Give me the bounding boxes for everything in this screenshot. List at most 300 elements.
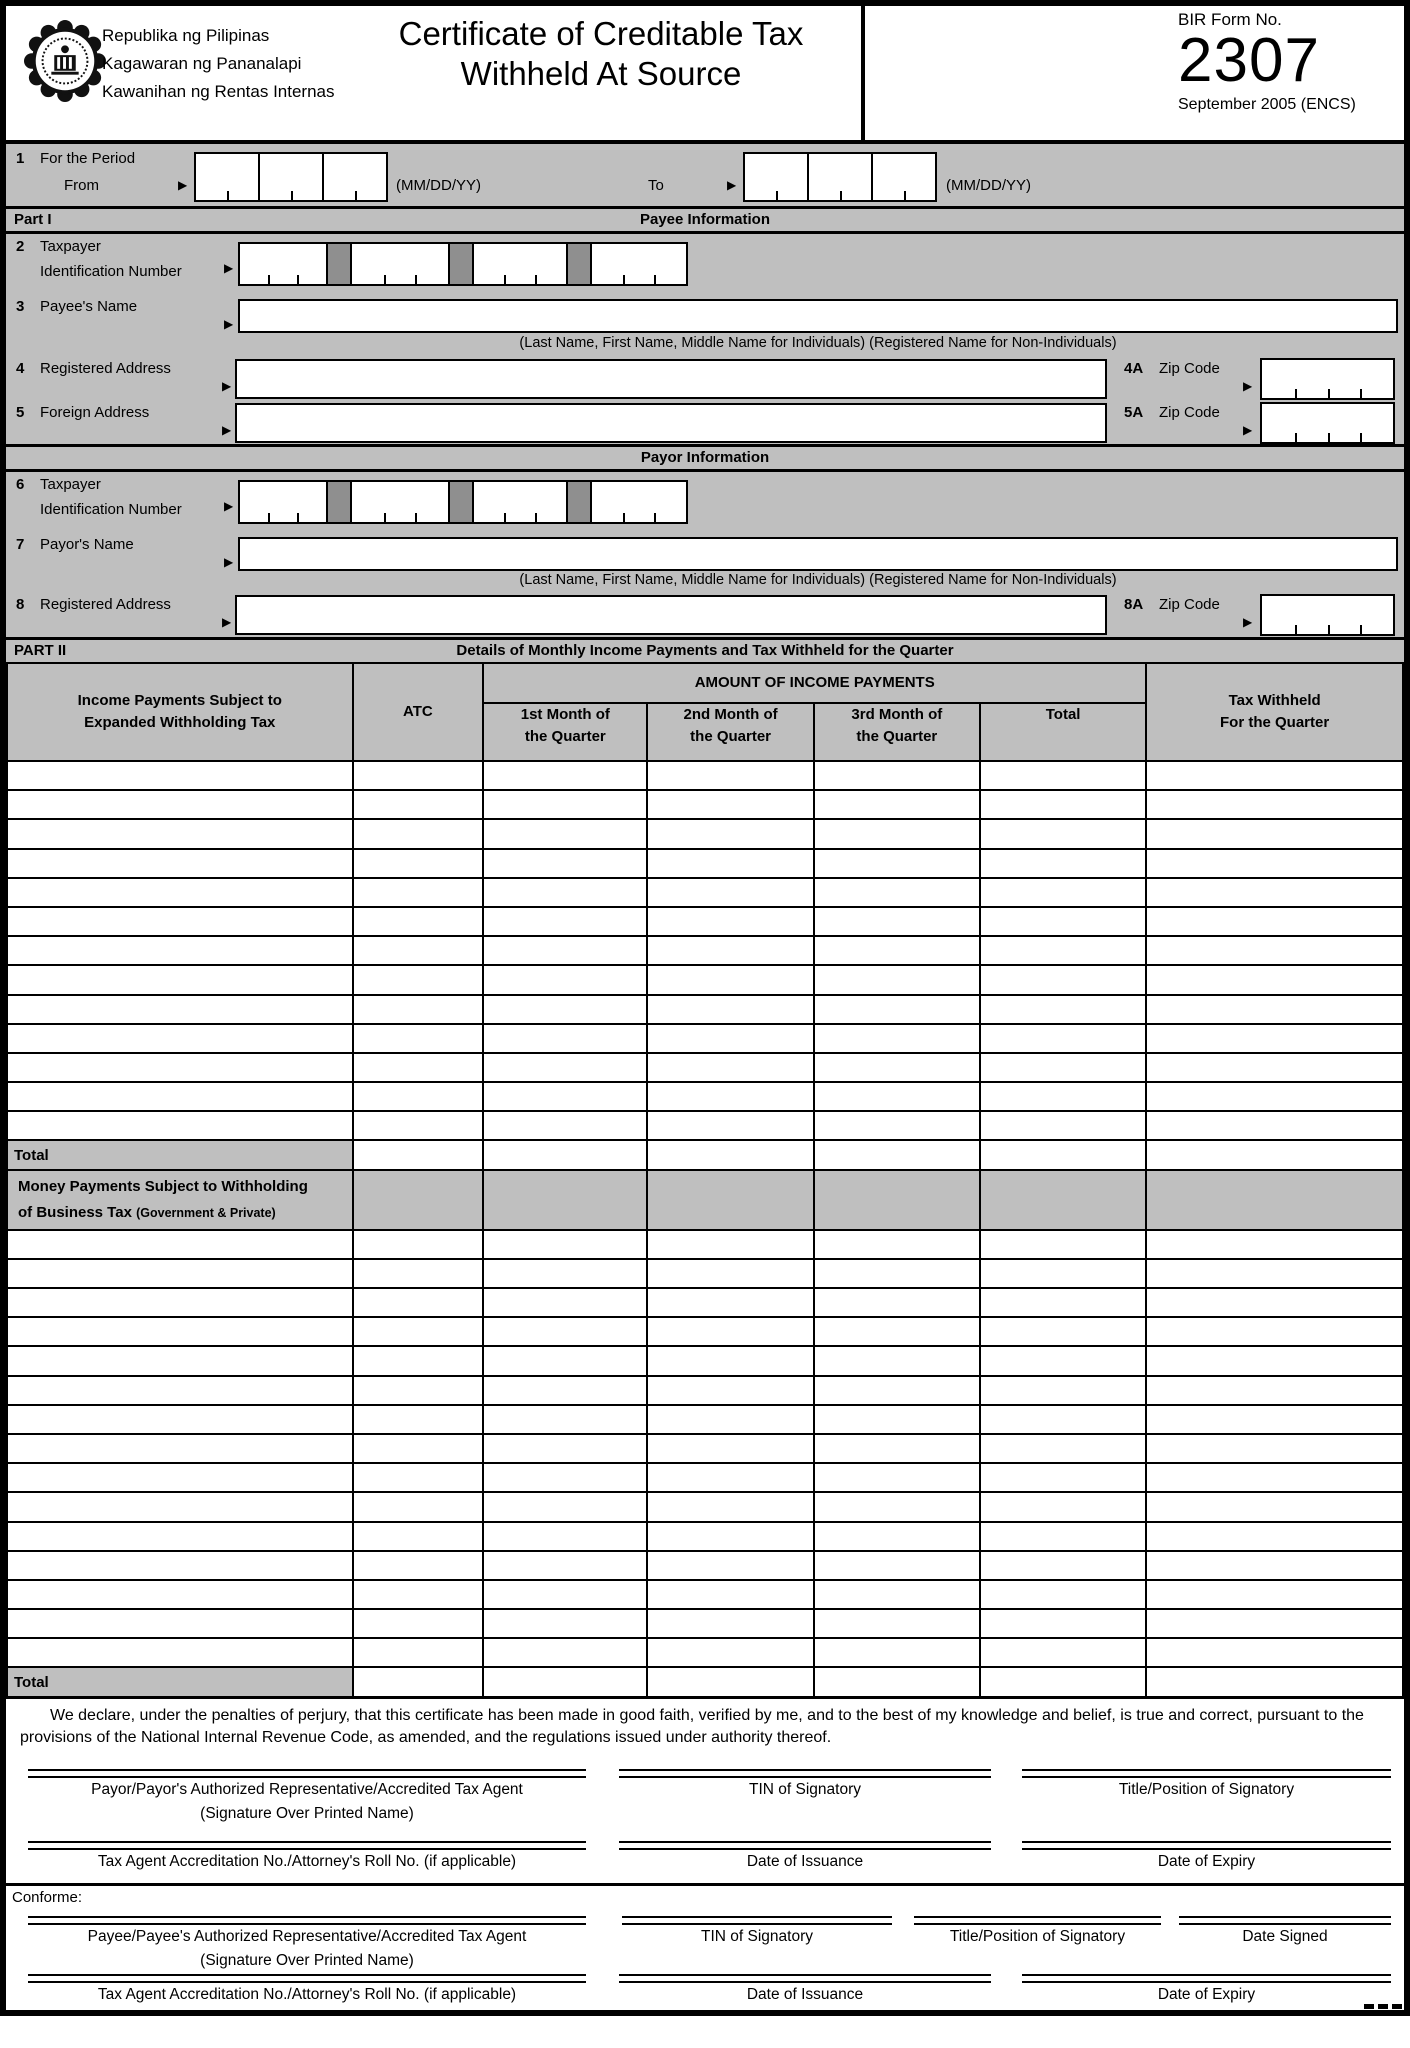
table-cell[interactable]	[353, 1609, 484, 1638]
item-number-7: 7	[16, 536, 25, 553]
to-date-format: (MM/DD/YY)	[946, 177, 1031, 194]
total-value-cell[interactable]	[1146, 1140, 1403, 1169]
table-cell[interactable]	[7, 1230, 353, 1259]
table-cell[interactable]	[647, 965, 813, 994]
table-row	[7, 1522, 1403, 1551]
table-cell[interactable]	[353, 761, 484, 790]
table-cell[interactable]	[7, 790, 353, 819]
table-cell[interactable]	[483, 907, 647, 936]
table-cell[interactable]	[483, 1082, 647, 1111]
table-cell[interactable]	[814, 1551, 980, 1580]
table-cell[interactable]	[483, 1259, 647, 1288]
table-cell[interactable]	[353, 1259, 484, 1288]
table-cell[interactable]	[647, 1609, 813, 1638]
table-cell[interactable]	[483, 761, 647, 790]
table-cell[interactable]	[647, 1405, 813, 1434]
table-cell[interactable]	[814, 1024, 980, 1053]
payor-name-input[interactable]	[238, 537, 1398, 571]
table-cell[interactable]	[1146, 849, 1403, 878]
table-cell[interactable]	[1146, 1111, 1403, 1140]
col-header-amount-group: AMOUNT OF INCOME PAYMENTS	[483, 663, 1146, 703]
payee-date-expiry-label: Date of Expiry	[1157, 1985, 1256, 2003]
signature-line	[619, 1841, 991, 1850]
payee-date-issuance-field[interactable]	[619, 1974, 991, 2007]
payor-signature-row	[6, 1759, 1404, 1837]
table-cell[interactable]	[980, 907, 1146, 936]
table-cell[interactable]	[353, 1522, 484, 1551]
part2-table-body	[7, 761, 1403, 1697]
payor-accreditation-row	[6, 1837, 1404, 1883]
table-cell[interactable]	[1146, 819, 1403, 848]
payee-accreditation-field[interactable]	[28, 1974, 586, 2007]
agency-line-1: Republika ng Pilipinas	[102, 26, 270, 45]
table-row	[7, 1259, 1403, 1288]
table-cell[interactable]	[647, 849, 813, 878]
table-row	[7, 790, 1403, 819]
table-cell[interactable]	[7, 761, 353, 790]
period-to-date-input[interactable]	[743, 152, 937, 202]
table-cell[interactable]	[353, 936, 484, 965]
period-from-label: From	[64, 177, 99, 194]
table-cell[interactable]	[814, 1259, 980, 1288]
payee-name-input[interactable]	[238, 299, 1398, 333]
table-cell[interactable]	[7, 1522, 353, 1551]
table-cell[interactable]	[1146, 1638, 1403, 1667]
table-cell[interactable]	[353, 1376, 484, 1405]
table-cell[interactable]	[814, 1522, 980, 1551]
form-header	[6, 6, 1404, 144]
table-cell[interactable]	[1146, 907, 1403, 936]
table-cell[interactable]	[483, 849, 647, 878]
part2-table	[6, 662, 1404, 1698]
table-cell[interactable]	[7, 1288, 353, 1317]
payor-signature-label: Payor/Payor's Authorized Representative/Accredited Tax Agent	[91, 1780, 523, 1798]
table-cell[interactable]	[980, 1053, 1146, 1082]
table-cell[interactable]	[483, 1463, 647, 1492]
table-cell[interactable]	[647, 1434, 813, 1463]
table-cell[interactable]	[647, 1463, 813, 1492]
total-value-cell[interactable]	[647, 1140, 813, 1169]
table-cell[interactable]	[647, 1317, 813, 1346]
table-cell[interactable]	[814, 1082, 980, 1111]
table-cell[interactable]	[647, 1111, 813, 1140]
table-cell[interactable]	[814, 878, 980, 907]
table-cell[interactable]	[814, 1405, 980, 1434]
payor-title-position-field[interactable]	[1022, 1769, 1391, 1802]
table-cell[interactable]	[647, 1259, 813, 1288]
table-cell[interactable]	[483, 1346, 647, 1375]
payor-date-issuance-field[interactable]	[619, 1841, 991, 1874]
table-cell[interactable]	[353, 907, 484, 936]
table-cell[interactable]	[647, 907, 813, 936]
payee-foreign-address-input[interactable]	[235, 403, 1107, 443]
table-cell[interactable]	[647, 1638, 813, 1667]
table-cell[interactable]	[647, 1346, 813, 1375]
table-cell[interactable]	[7, 1492, 353, 1521]
table-cell[interactable]	[980, 878, 1146, 907]
total-value-cell[interactable]	[980, 1667, 1146, 1696]
total-row	[7, 1140, 1403, 1169]
table-cell[interactable]	[1146, 1288, 1403, 1317]
col-header-total: Total	[980, 703, 1146, 761]
table-cell[interactable]	[814, 849, 980, 878]
payee-foreign-zip-input[interactable]	[1260, 402, 1395, 444]
payee-zip-input[interactable]	[1260, 358, 1395, 400]
table-cell[interactable]	[814, 965, 980, 994]
table-cell[interactable]	[353, 1288, 484, 1317]
table-cell[interactable]	[353, 1317, 484, 1346]
table-cell[interactable]	[980, 1405, 1146, 1434]
table-cell[interactable]	[814, 995, 980, 1024]
total-value-cell[interactable]	[483, 1140, 647, 1169]
period-label: For the Period	[40, 150, 136, 167]
declaration-section	[6, 1698, 1404, 1759]
money-payments-label-cell: Money Payments Subject to Withholding of Business Tax (Government & Private)	[7, 1170, 353, 1230]
table-cell[interactable]	[7, 878, 353, 907]
item-number-5a: 5A	[1124, 404, 1144, 421]
payor-registered-address-row	[6, 592, 1404, 637]
conforme-bar	[6, 1883, 1404, 1908]
table-cell[interactable]	[814, 1376, 980, 1405]
table-cell[interactable]	[1146, 965, 1403, 994]
table-cell[interactable]	[483, 936, 647, 965]
table-cell[interactable]	[980, 1580, 1146, 1609]
total-value-cell[interactable]	[353, 1140, 484, 1169]
payee-name-row	[6, 294, 1404, 356]
table-cell[interactable]	[353, 965, 484, 994]
table-cell[interactable]	[483, 1609, 647, 1638]
table-cell[interactable]	[1146, 790, 1403, 819]
table-cell[interactable]	[980, 1230, 1146, 1259]
table-cell[interactable]	[7, 1111, 353, 1140]
payor-zip-input[interactable]	[1260, 594, 1395, 636]
table-cell[interactable]	[353, 995, 484, 1024]
table-cell[interactable]	[483, 1053, 647, 1082]
table-row	[7, 1024, 1403, 1053]
table-cell[interactable]	[1146, 1230, 1403, 1259]
table-cell[interactable]	[483, 1405, 647, 1434]
total-value-cell[interactable]	[647, 1667, 813, 1696]
col-header-atc: ATC	[353, 663, 484, 761]
table-cell[interactable]	[980, 995, 1146, 1024]
table-cell[interactable]	[7, 1259, 353, 1288]
table-cell[interactable]	[1146, 761, 1403, 790]
table-cell[interactable]	[483, 1376, 647, 1405]
table-cell[interactable]	[814, 790, 980, 819]
table-cell[interactable]	[353, 1638, 484, 1667]
table-row	[7, 1111, 1403, 1140]
table-cell[interactable]	[980, 1434, 1146, 1463]
table-cell[interactable]	[814, 1638, 980, 1667]
table-cell[interactable]	[353, 878, 484, 907]
payee-tin-signatory-field[interactable]	[622, 1916, 892, 1949]
payee-date-expiry-field[interactable]	[1022, 1974, 1391, 2007]
table-cell[interactable]	[353, 1463, 484, 1492]
payee-registered-address-arrow-icon: ▶	[222, 379, 232, 393]
table-cell[interactable]	[483, 1230, 647, 1259]
table-cell[interactable]	[1146, 1053, 1403, 1082]
table-cell[interactable]	[7, 965, 353, 994]
period-from-date-input[interactable]	[194, 152, 388, 202]
table-cell[interactable]	[483, 995, 647, 1024]
table-cell[interactable]	[1146, 1346, 1403, 1375]
table-row	[7, 849, 1403, 878]
table-cell[interactable]	[647, 1053, 813, 1082]
table-cell[interactable]	[1146, 1580, 1403, 1609]
payor-accreditation-label: Tax Agent Accreditation No./Attorney's Roll No. (if applicable)	[97, 1852, 517, 1870]
table-cell[interactable]	[647, 1288, 813, 1317]
table-cell[interactable]	[7, 1053, 353, 1082]
total-value-cell[interactable]	[353, 1667, 484, 1696]
payee-foreign-zip-arrow-icon: ▶	[1243, 423, 1253, 437]
table-cell[interactable]	[980, 1551, 1146, 1580]
table-cell[interactable]	[980, 849, 1146, 878]
table-cell[interactable]	[647, 1522, 813, 1551]
table-cell[interactable]	[7, 1082, 353, 1111]
payee-signature-row	[6, 1908, 1404, 1972]
table-cell[interactable]	[353, 1082, 484, 1111]
payee-title-position-field[interactable]	[914, 1916, 1161, 1949]
table-cell[interactable]	[353, 1230, 484, 1259]
table-cell[interactable]	[814, 1492, 980, 1521]
table-cell[interactable]	[980, 1463, 1146, 1492]
date-signed-field[interactable]	[1179, 1916, 1391, 1949]
table-cell[interactable]	[980, 1492, 1146, 1521]
table-cell[interactable]	[814, 1111, 980, 1140]
table-cell[interactable]	[353, 1434, 484, 1463]
table-cell[interactable]	[1146, 1259, 1403, 1288]
table-cell[interactable]	[647, 1024, 813, 1053]
table-cell[interactable]	[1146, 1317, 1403, 1346]
item-number-4a: 4A	[1124, 360, 1144, 377]
table-cell[interactable]	[1146, 1376, 1403, 1405]
from-arrow-icon: ▶	[178, 178, 188, 192]
table-cell[interactable]	[7, 1609, 353, 1638]
table-cell[interactable]	[980, 1259, 1146, 1288]
table-cell[interactable]	[647, 936, 813, 965]
payor-name-arrow-icon: ▶	[224, 555, 234, 569]
table-cell[interactable]	[483, 1638, 647, 1667]
table-cell[interactable]	[814, 1580, 980, 1609]
payor-signature-field[interactable]	[28, 1769, 586, 1826]
payee-tin-label-1: Taxpayer	[40, 238, 101, 255]
table-cell[interactable]	[483, 1434, 647, 1463]
table-cell[interactable]	[483, 1580, 647, 1609]
table-cell[interactable]	[483, 878, 647, 907]
table-cell[interactable]	[647, 1082, 813, 1111]
table-row	[7, 1638, 1403, 1667]
table-cell[interactable]	[353, 819, 484, 848]
table-cell[interactable]	[483, 1551, 647, 1580]
table-cell[interactable]	[980, 1376, 1146, 1405]
table-cell[interactable]	[7, 1346, 353, 1375]
table-cell[interactable]	[647, 878, 813, 907]
table-cell[interactable]	[980, 761, 1146, 790]
table-cell[interactable]	[814, 1434, 980, 1463]
table-cell[interactable]	[7, 995, 353, 1024]
table-cell[interactable]	[980, 1288, 1146, 1317]
payee-foreign-address-arrow-icon: ▶	[222, 423, 232, 437]
payee-name-arrow-icon: ▶	[224, 317, 234, 331]
table-cell[interactable]	[814, 1609, 980, 1638]
table-cell[interactable]	[980, 1638, 1146, 1667]
table-cell[interactable]	[483, 790, 647, 819]
table-cell[interactable]	[980, 965, 1146, 994]
table-cell[interactable]	[647, 790, 813, 819]
from-date-format: (MM/DD/YY)	[396, 177, 481, 194]
money-payments-gray-cell	[483, 1170, 647, 1230]
table-cell[interactable]	[7, 936, 353, 965]
payee-registered-address-input[interactable]	[235, 359, 1107, 399]
table-cell[interactable]	[647, 995, 813, 1024]
table-cell[interactable]	[353, 790, 484, 819]
table-cell[interactable]	[353, 1580, 484, 1609]
table-cell[interactable]	[980, 1111, 1146, 1140]
table-cell[interactable]	[7, 1376, 353, 1405]
table-cell[interactable]	[483, 1317, 647, 1346]
table-cell[interactable]	[7, 1405, 353, 1434]
table-cell[interactable]	[353, 1551, 484, 1580]
table-cell[interactable]	[1146, 1522, 1403, 1551]
table-cell[interactable]	[980, 1024, 1146, 1053]
table-cell[interactable]	[647, 761, 813, 790]
table-cell[interactable]	[7, 1024, 353, 1053]
payee-tin-input[interactable]	[238, 242, 688, 286]
table-cell[interactable]	[1146, 1082, 1403, 1111]
table-cell[interactable]	[814, 1053, 980, 1082]
table-cell[interactable]	[647, 819, 813, 848]
payee-signature-field[interactable]	[28, 1916, 586, 1973]
payee-accreditation-label: Tax Agent Accreditation No./Attorney's Roll No. (if applicable)	[97, 1985, 517, 2003]
table-cell[interactable]	[483, 1111, 647, 1140]
total-value-cell[interactable]	[814, 1140, 980, 1169]
table-cell[interactable]	[353, 1405, 484, 1434]
table-cell[interactable]	[1146, 1405, 1403, 1434]
table-cell[interactable]	[7, 1638, 353, 1667]
money-payments-gray-cell	[353, 1170, 484, 1230]
table-cell[interactable]	[647, 1492, 813, 1521]
payor-registered-address-input[interactable]	[235, 595, 1107, 635]
table-cell[interactable]	[1146, 1434, 1403, 1463]
payor-registered-address-arrow-icon: ▶	[222, 615, 232, 629]
signature-line	[914, 1916, 1161, 1925]
signature-line	[1022, 1769, 1391, 1778]
total-value-cell[interactable]	[980, 1140, 1146, 1169]
table-cell[interactable]	[980, 1609, 1146, 1638]
money-payments-gray-cell	[980, 1170, 1146, 1230]
total-label-cell: Total	[7, 1667, 353, 1696]
table-cell[interactable]	[7, 1317, 353, 1346]
part1-label: Part I	[14, 211, 52, 228]
total-value-cell[interactable]	[1146, 1667, 1403, 1696]
table-cell[interactable]	[1146, 1463, 1403, 1492]
table-cell[interactable]	[814, 1346, 980, 1375]
table-cell[interactable]	[980, 936, 1146, 965]
table-cell[interactable]	[1146, 1609, 1403, 1638]
payor-tin-label-1: Taxpayer	[40, 476, 101, 493]
payee-title-position-label: Title/Position of Signatory	[949, 1927, 1126, 1945]
table-cell[interactable]	[980, 790, 1146, 819]
table-row	[7, 1580, 1403, 1609]
table-cell[interactable]	[7, 1434, 353, 1463]
table-cell[interactable]	[353, 1346, 484, 1375]
table-cell[interactable]	[483, 1288, 647, 1317]
form-version: September 2005 (ENCS)	[1178, 96, 1356, 113]
table-cell[interactable]	[1146, 1551, 1403, 1580]
table-cell[interactable]	[353, 1492, 484, 1521]
table-cell[interactable]	[483, 965, 647, 994]
table-cell[interactable]	[1146, 936, 1403, 965]
payor-date-expiry-field[interactable]	[1022, 1841, 1391, 1874]
table-cell[interactable]	[980, 1082, 1146, 1111]
table-cell[interactable]	[647, 1551, 813, 1580]
table-cell[interactable]	[483, 1522, 647, 1551]
table-cell[interactable]	[483, 819, 647, 848]
table-cell[interactable]	[814, 1288, 980, 1317]
table-cell[interactable]	[814, 936, 980, 965]
table-cell[interactable]	[7, 1580, 353, 1609]
table-cell[interactable]	[1146, 1024, 1403, 1053]
payor-signature-sublabel: (Signature Over Printed Name)	[200, 1804, 414, 1822]
payor-accreditation-field[interactable]	[28, 1841, 586, 1874]
payee-tin-label-2: Identification Number	[40, 263, 182, 280]
payee-date-issuance-label: Date of Issuance	[746, 1985, 864, 2003]
table-cell[interactable]	[1146, 995, 1403, 1024]
table-cell[interactable]	[7, 907, 353, 936]
table-cell[interactable]	[483, 1024, 647, 1053]
table-cell[interactable]	[483, 1492, 647, 1521]
declaration-text: We declare, under the penalties of perjury, that this certificate has been made in good faith, verified by me, and to the best of my knowledge and belief, is true and correct, pursuant to the provisions of the National Internal Revenue Code, as amended, and the regulations issued under authority thereof.	[20, 1706, 1364, 1746]
table-cell[interactable]	[353, 849, 484, 878]
part1-bar	[6, 206, 1404, 234]
table-cell[interactable]	[814, 819, 980, 848]
table-cell[interactable]	[1146, 878, 1403, 907]
table-cell[interactable]	[814, 761, 980, 790]
table-cell[interactable]	[353, 1053, 484, 1082]
payee-signature-label: Payee/Payee's Authorized Representative/Accredited Tax Agent	[87, 1927, 527, 1945]
table-row	[7, 1082, 1403, 1111]
payor-tin-signatory-field[interactable]	[619, 1769, 991, 1802]
table-cell[interactable]	[7, 1463, 353, 1492]
col-header-month2: 2nd Month of the Quarter	[647, 703, 813, 761]
table-cell[interactable]	[980, 1522, 1146, 1551]
table-cell[interactable]	[647, 1376, 813, 1405]
table-cell[interactable]	[814, 907, 980, 936]
table-cell[interactable]	[647, 1230, 813, 1259]
table-cell[interactable]	[980, 819, 1146, 848]
table-cell[interactable]	[814, 1230, 980, 1259]
signature-line	[28, 1974, 586, 1983]
table-cell[interactable]	[7, 849, 353, 878]
table-cell[interactable]	[7, 819, 353, 848]
total-value-cell[interactable]	[814, 1667, 980, 1696]
table-row	[7, 1609, 1403, 1638]
total-value-cell[interactable]	[483, 1667, 647, 1696]
table-cell[interactable]	[980, 1317, 1146, 1346]
table-cell[interactable]	[647, 1580, 813, 1609]
table-cell[interactable]	[353, 1024, 484, 1053]
form-title-line-2: Withheld At Source	[460, 55, 742, 92]
table-cell[interactable]	[814, 1317, 980, 1346]
payor-tin-input[interactable]	[238, 480, 688, 524]
table-cell[interactable]	[7, 1551, 353, 1580]
table-cell[interactable]	[980, 1346, 1146, 1375]
item-number-8a: 8A	[1124, 596, 1144, 613]
table-cell[interactable]	[814, 1463, 980, 1492]
table-cell[interactable]	[1146, 1492, 1403, 1521]
table-row	[7, 878, 1403, 907]
table-cell[interactable]	[353, 1111, 484, 1140]
